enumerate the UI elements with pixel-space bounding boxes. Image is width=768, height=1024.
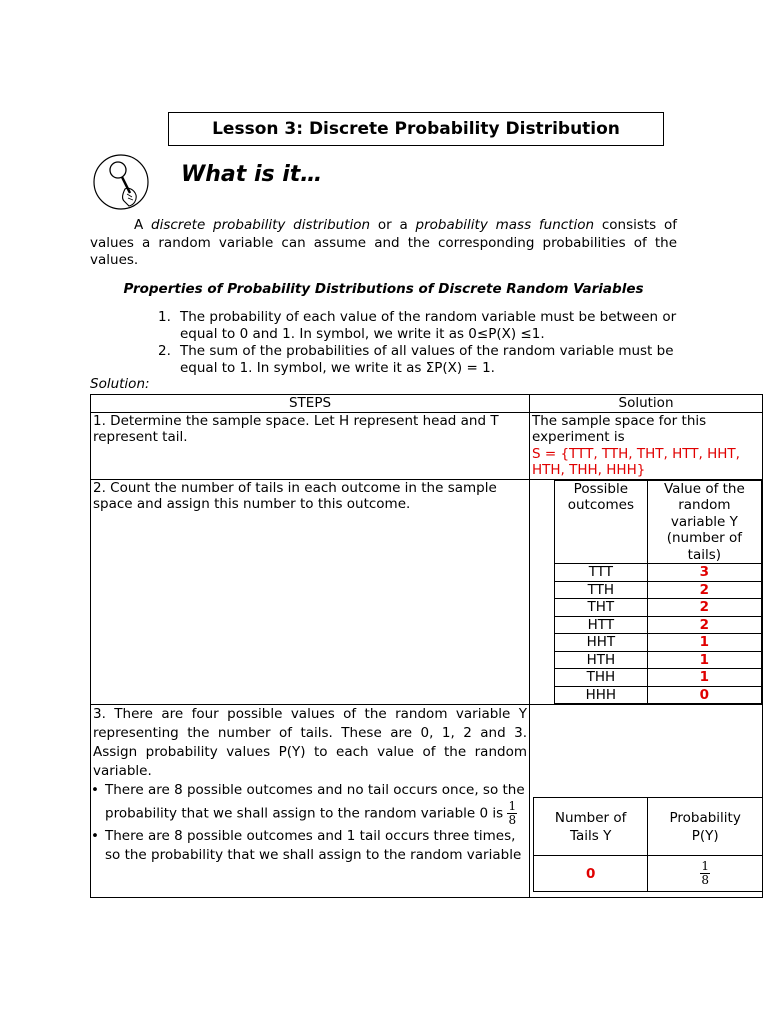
table-header-row — [91, 395, 763, 413]
outcome-row: THT 2 — [555, 599, 762, 617]
intro-paragraph: A discrete probability distribution or a probability mass function consists of values a random variable can assume and the corresponding probabilities of the values. — [90, 217, 678, 268]
outcome-row: THH 1 — [555, 669, 762, 687]
outcome-row: TTH 2 — [555, 581, 762, 599]
step-1: 1. Determine the sample space. Let H represent head and T represent tail. — [91, 412, 530, 479]
magnifying-glass-hand-icon — [92, 153, 150, 211]
step-2-solution — [530, 479, 763, 705]
section-heading: What is it… — [181, 162, 323, 187]
outcomes-table — [554, 480, 762, 705]
fraction: $\frac{1}{8}$ — [508, 799, 517, 827]
probability-value: $\frac{1}{8}$ — [648, 856, 763, 892]
step-3: 3. There are four possible values of the random variable Y representing the number of tails. These are 0, 1, 2 and 3. Assign probability values P(Y) to each value of the random variable. • There are 8 possible outcomes and no tail occurs once, so the probability that we shall assign to the random variable 0 is $\frac{1}{8}$ • There are 8 possible outcomes and 1 tail occurs three times, so the probability that we shall assign to the random variable — [91, 705, 530, 898]
outcome-row: HTH 1 — [555, 651, 762, 669]
table-row — [91, 479, 763, 705]
properties-list — [150, 309, 677, 377]
table-row — [91, 412, 763, 479]
outcome-row: HHT 1 — [555, 634, 762, 652]
outcome-row: HHH 0 — [555, 686, 762, 704]
tails-value: 0 — [534, 856, 648, 892]
outcomes-header: Possible outcomes — [555, 480, 648, 564]
term-discrete-distribution: discrete probability distribution — [151, 217, 371, 233]
bullet-item: • There are 8 possible outcomes and no tail occurs once, so the probability that we shall assign to the random variable 0 is $\frac{1}{8}$ — [91, 782, 525, 827]
header-solution: Solution — [530, 395, 763, 413]
outcome-row: HTT 2 — [555, 616, 762, 634]
solution-label: Solution: — [90, 376, 150, 392]
probability-header: Probability P(Y) — [648, 798, 763, 856]
probability-table — [533, 797, 763, 892]
term-pmf: probability mass function — [415, 217, 595, 233]
properties-heading: Properties of Probability Distributions of Discrete Random Variables — [123, 281, 644, 297]
lesson-title: Lesson 3: Discrete Probability Distribution — [168, 112, 664, 146]
step-2: 2. Count the number of tails in each outcome in the sample space and assign this number to this outcome. — [91, 479, 530, 705]
step-1-solution: The sample space for this experiment is S = {TTT, TTH, THT, HTT, HHT, HTH, THH, HHH} — [530, 412, 763, 479]
tails-header: Number of Tails Y — [534, 798, 648, 856]
outcome-row: TTT 3 — [555, 564, 762, 582]
sample-space-set: S = {TTT, TTH, THT, HTT, HHT, HTH, THH, HHH} — [532, 445, 740, 478]
header-steps: STEPS — [91, 395, 530, 413]
bullet-item: • There are 8 possible outcomes and 1 tail occurs three times, so the probability that we shall assign to the random variable — [91, 828, 522, 863]
list-item: 1. The probability of each value of the random variable must be between or equal to 0 and 1. In symbol, we write it as 0≤P(X) ≤1. — [158, 309, 677, 342]
list-item: 2. The sum of the probabilities of all values of the random variable must be equal to 1. In symbol, we write it as ΣP(X) = 1. — [158, 343, 674, 376]
value-header: Value of the random variable Y (number of tails) — [647, 480, 761, 564]
